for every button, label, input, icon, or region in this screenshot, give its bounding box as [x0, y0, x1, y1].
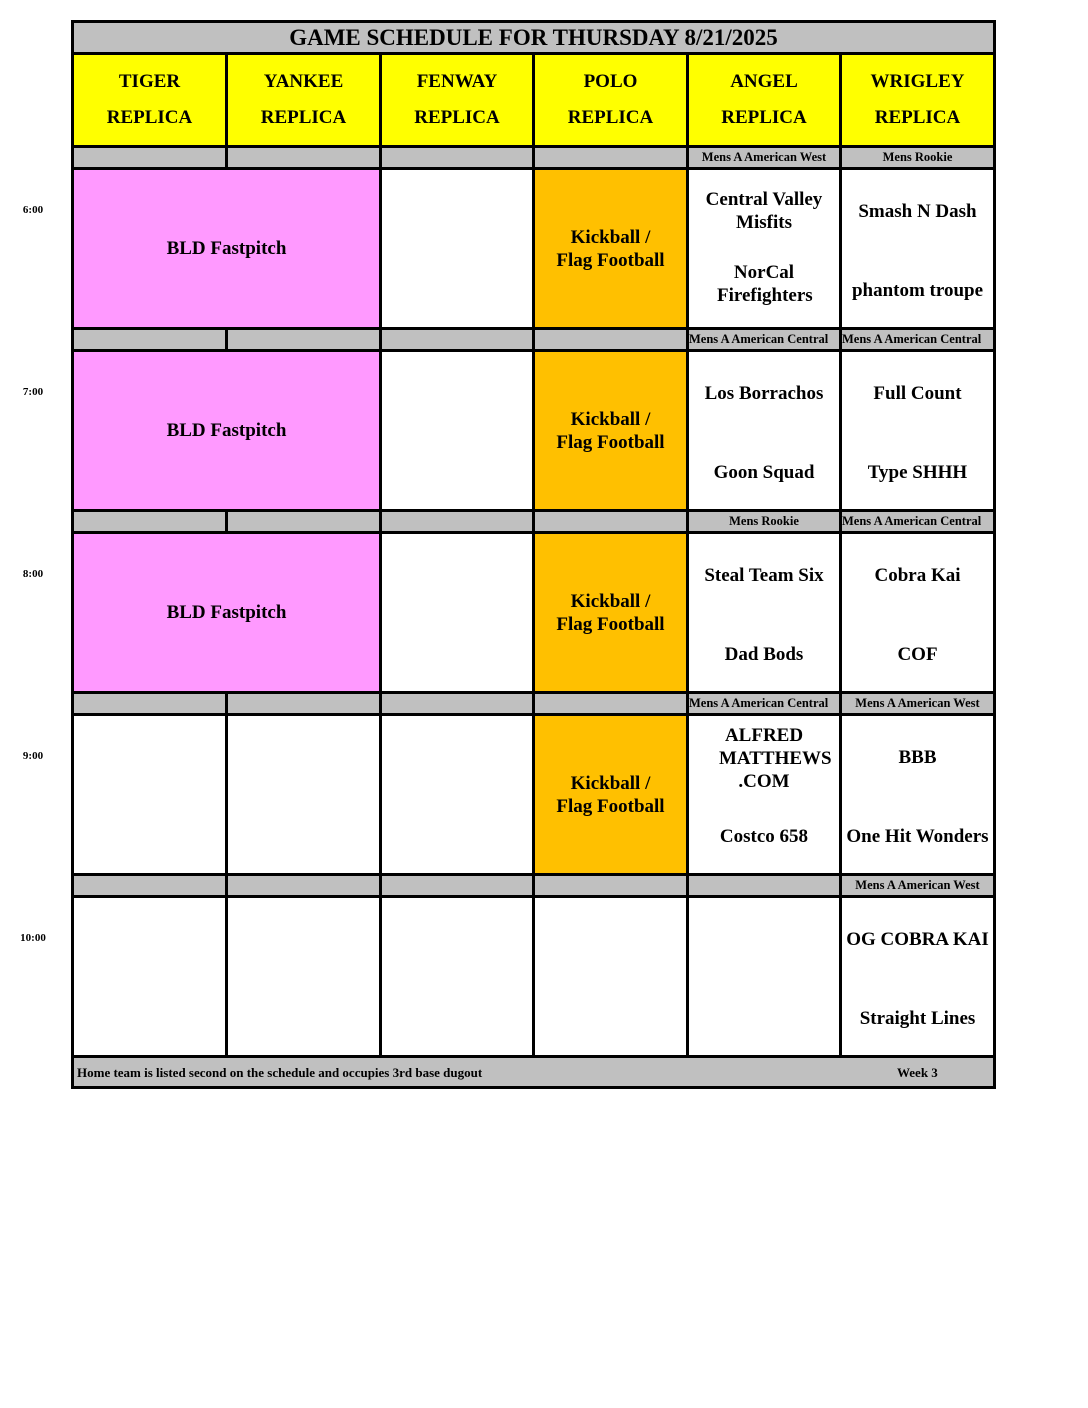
empty-cell [689, 898, 842, 1058]
home-team: Dad Bods [724, 644, 804, 665]
division-cell [228, 512, 382, 534]
empty-cell [228, 716, 382, 876]
game-cell-wrigley [842, 898, 993, 1058]
empty-cell [382, 352, 535, 512]
game-cell-wrigley [842, 716, 993, 876]
division-cell [382, 148, 535, 170]
home-team: COF [897, 644, 938, 665]
game-block-kickball: Kickball / Flag Football [535, 534, 689, 694]
field-header-polo: POLO REPLICA [535, 55, 689, 148]
division-cell [382, 694, 535, 716]
home-team: phantom troupe [851, 280, 984, 301]
division-cell [535, 148, 689, 170]
division-label-wrigley: Mens A American Central [842, 512, 993, 534]
division-cell [382, 876, 535, 898]
home-team: Costco 658 [719, 826, 809, 847]
time-label-9pm: 9:00 [22, 750, 44, 762]
game-block-fastpitch: BLD Fastpitch [74, 170, 382, 330]
division-cell [228, 694, 382, 716]
time-label-6pm: 6:00 [22, 204, 44, 216]
game-cell-wrigley [842, 534, 993, 694]
division-label-angel: Mens A American West [689, 148, 842, 170]
schedule-table [71, 20, 996, 1089]
away-team: OG COBRA KAI [846, 929, 989, 950]
home-team: Goon Squad [713, 462, 815, 483]
division-cell [228, 330, 382, 352]
division-cell [535, 876, 689, 898]
field-header-yankee: YANKEE REPLICA [228, 55, 382, 148]
division-label-angel: Mens Rookie [689, 512, 842, 534]
division-cell [382, 512, 535, 534]
empty-cell [382, 716, 535, 876]
division-cell [74, 512, 228, 534]
division-cell [535, 330, 689, 352]
empty-cell [74, 716, 228, 876]
division-cell [74, 148, 228, 170]
empty-cell [382, 170, 535, 330]
game-block-kickball: Kickball / Flag Football [535, 170, 689, 330]
division-cell [228, 148, 382, 170]
game-cell-wrigley [842, 352, 993, 512]
home-team: NorCal Firefighters [717, 262, 813, 306]
division-cell [535, 694, 689, 716]
division-cell [228, 876, 382, 898]
away-team: BBB [898, 747, 937, 768]
away-team: Smash N Dash [858, 201, 977, 222]
time-label-10pm: 10:00 [20, 932, 46, 944]
time-label-8pm: 8:00 [22, 568, 44, 580]
home-team: One Hit Wonders [846, 826, 989, 847]
game-block-kickball: Kickball / Flag Football [535, 352, 689, 512]
empty-cell [382, 898, 535, 1058]
field-header-tiger: TIGER REPLICA [74, 55, 228, 148]
field-header-angel: ANGEL REPLICA [689, 55, 842, 148]
game-block-kickball: Kickball / Flag Football [535, 716, 689, 876]
away-team: Central Valley Misfits [705, 189, 823, 233]
away-team: Full Count [873, 383, 962, 404]
game-cell-wrigley [842, 170, 993, 330]
empty-cell [535, 898, 689, 1058]
division-cell [74, 694, 228, 716]
time-label-7pm: 7:00 [22, 386, 44, 398]
game-cell-angel [689, 352, 842, 512]
away-team: ALFRED MATTHEWS .COM [719, 725, 832, 792]
empty-cell [74, 898, 228, 1058]
game-cell-angel [689, 716, 842, 876]
week-label: Week 3 [897, 1065, 938, 1080]
schedule-footer [74, 1058, 993, 1086]
game-block-fastpitch: BLD Fastpitch [74, 534, 382, 694]
away-team: Los Borrachos [704, 383, 824, 404]
division-cell [74, 330, 228, 352]
division-label-angel: Mens A American Central [689, 694, 842, 716]
home-team-note: Home team is listed second on the schedule and occupies 3rd base dugout [77, 1065, 483, 1080]
home-team: Straight Lines [859, 1008, 976, 1029]
division-label-wrigley: Mens A American West [842, 876, 993, 898]
division-cell [74, 876, 228, 898]
field-header-fenway: FENWAY REPLICA [382, 55, 535, 148]
field-header-wrigley: WRIGLEY REPLICA [842, 55, 993, 148]
division-label-wrigley: Mens Rookie [842, 148, 993, 170]
home-team: Type SHHH [867, 462, 968, 483]
division-label-wrigley: Mens A American West [842, 694, 993, 716]
empty-cell [228, 898, 382, 1058]
away-team: Cobra Kai [874, 565, 961, 586]
away-team: Steal Team Six [704, 565, 824, 586]
schedule-title: GAME SCHEDULE FOR THURSDAY 8/21/2025 [74, 23, 993, 55]
division-cell [382, 330, 535, 352]
game-block-fastpitch: BLD Fastpitch [74, 352, 382, 512]
division-label-angel: Mens A American Central [689, 330, 842, 352]
game-cell-angel [689, 170, 842, 330]
division-label-wrigley: Mens A American Central [842, 330, 993, 352]
division-cell [535, 512, 689, 534]
game-cell-angel [689, 534, 842, 694]
empty-cell [382, 534, 535, 694]
division-cell [689, 876, 842, 898]
